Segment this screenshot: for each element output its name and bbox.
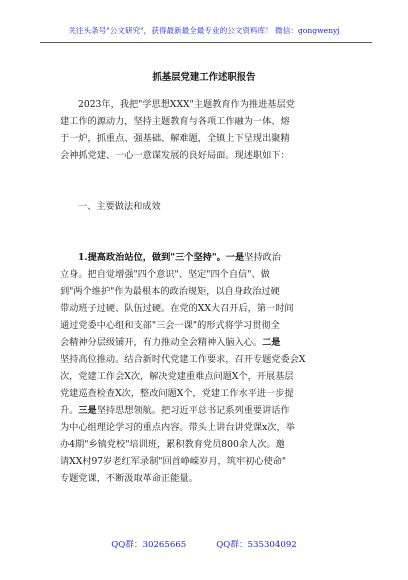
point1-line-with-label (60, 402, 356, 419)
qq-group-2: QQ群：535304092 (216, 540, 297, 550)
sub-label-one: 一是 (225, 252, 245, 263)
point1-line: 坚持思想领航。把习近平总书记系列重要讲话作 (96, 405, 290, 416)
point1-line: 党建巡查检查X次，整改问题X个，党建工作水平进一步提 (60, 388, 294, 399)
section-heading-block (60, 198, 356, 215)
point1-line: 请XX村97岁老红军录制"回首峥嵘岁月，筑牢初心使命" (60, 456, 287, 467)
footer-contact (0, 538, 408, 550)
point1-line: 通过党委中心组和支部"三会一课"的形式将学习贯彻全 (60, 320, 280, 331)
intro-line: 建工作的源动力，坚持主题教育与各项工作融为一体、熔 (60, 116, 290, 127)
header-divider (40, 42, 372, 43)
point1-line: 到"两个维护"作为最根本的政治规矩，以自身政治过硬 (60, 286, 280, 297)
intro-line: 于一炉，抓重点、强基础、解难题，全镇上下呈现出聚精 (60, 133, 290, 144)
intro-line: 2023年，我把"学思想XXX"主题教育作为推进基层党 (78, 99, 295, 110)
header-banner: 关注头条号"公文研究"，获得最新最全最专业的公文资料库！ 微信：gongwenyj (68, 26, 340, 35)
point1-line: 升。 (60, 405, 79, 416)
document-title: 抓基层党建工作述职报告 (152, 72, 256, 83)
point1-line: 会精神分层级铺开，有力推动全会精神入脑入心。 (60, 337, 263, 348)
intro-paragraph (60, 96, 356, 164)
point1-line: 带动班子过硬、队伍过硬。在党的XX大召开后，第一时间 (60, 303, 294, 314)
section-heading: 一、主要做法和成效 (78, 201, 161, 212)
point1-first-line (60, 249, 356, 266)
point1-line: 立身。把自觉增强"四个意识"、坚定"四个自信"、做 (60, 269, 270, 280)
point1-line-with-label (60, 334, 356, 351)
point1-line: 专题党课，不断汲取革命正能量。 (60, 473, 198, 484)
point1-paragraph (60, 249, 356, 487)
point1-heading: 1.提高政治站位，做到"三个坚持"。 (78, 252, 226, 263)
point1-line: 办4期"乡镇党校"培训班，累积教育党员800余人次。邀 (60, 439, 285, 450)
intro-line: 会神抓党建、一心一意谋发展的良好局面。现述职如下： (60, 150, 290, 161)
qq-group-1: QQ群：30265665 (111, 540, 187, 550)
point1-line: 次，党建工作会X次，解决党建重难点问题X个，开展基层 (60, 371, 294, 382)
sub-label-two: 二是 (262, 337, 281, 348)
point1-line: 为中心组理论学习的重点内容。带头上讲台讲党课x次，举 (60, 422, 295, 433)
sub-label-three: 三是 (78, 405, 97, 416)
point1-line: 坚持政治 (244, 252, 281, 263)
point1-line: 坚持高位推动。结合新时代党建工作要求，召开专题党委会X (60, 354, 306, 365)
